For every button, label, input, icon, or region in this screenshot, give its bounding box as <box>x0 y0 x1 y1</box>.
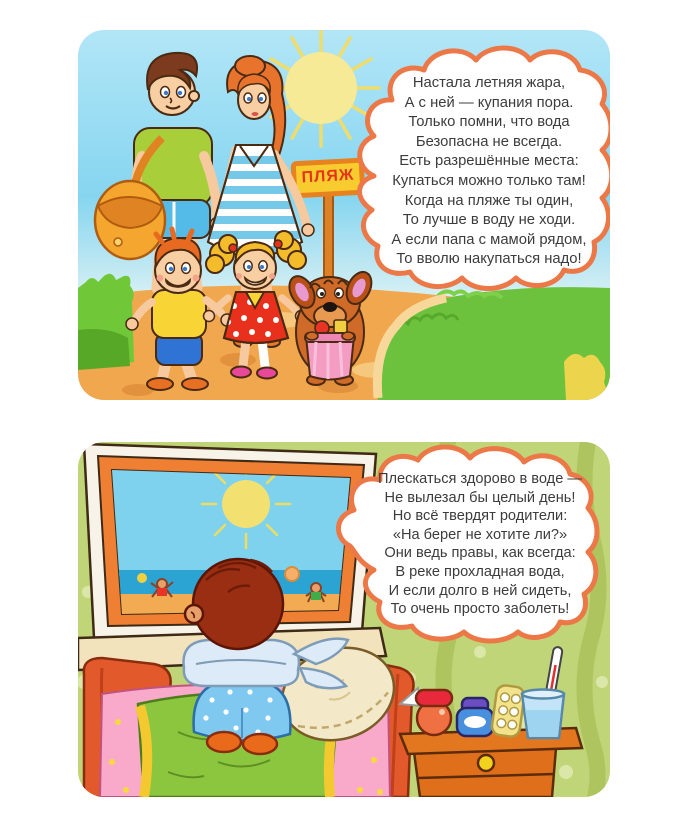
pill-blister <box>491 684 526 737</box>
medicine-jar-blue <box>457 698 493 736</box>
poem-line: Не вылезал бы целый день! <box>384 489 576 506</box>
poem-line: То очень просто заболеть! <box>390 601 570 618</box>
poem-line: То лучше в воду не ходи. <box>402 212 576 229</box>
poem-line: И если долго в ней сидеть, <box>388 582 572 599</box>
poem-line: Безопасна не всегда. <box>415 133 563 150</box>
poem-line: Они ведь правы, как всегда: <box>384 545 576 562</box>
poem-line: Но всё твердят родители: <box>392 508 568 525</box>
poem-line: В реке прохладная вода, <box>395 563 565 580</box>
beach-sign-label: ПЛЯЖ <box>301 166 355 187</box>
poem-line: Купаться можно только там! <box>392 172 586 189</box>
water-glass <box>522 690 564 739</box>
poem <box>364 74 610 270</box>
poem-line: «На берег не хотите ли?» <box>392 526 568 543</box>
page-card-home <box>78 442 610 797</box>
page-card-beach <box>78 30 610 400</box>
poem-line: Только помни, что вода <box>408 114 570 131</box>
poem-line: Плескаться здорово в воде — <box>378 471 582 487</box>
poem-line: Когда на пляже ты один, <box>404 192 574 209</box>
poem-line: То вволю накупаться надо! <box>396 251 582 268</box>
poem <box>355 470 605 619</box>
poem-line: Настала летняя жара, <box>412 75 566 91</box>
poem-line: А если папа с мамой рядом, <box>391 231 587 248</box>
poem-line: А с ней — купания пора. <box>404 94 574 111</box>
poem-line: Есть разрешённые места: <box>399 153 579 170</box>
